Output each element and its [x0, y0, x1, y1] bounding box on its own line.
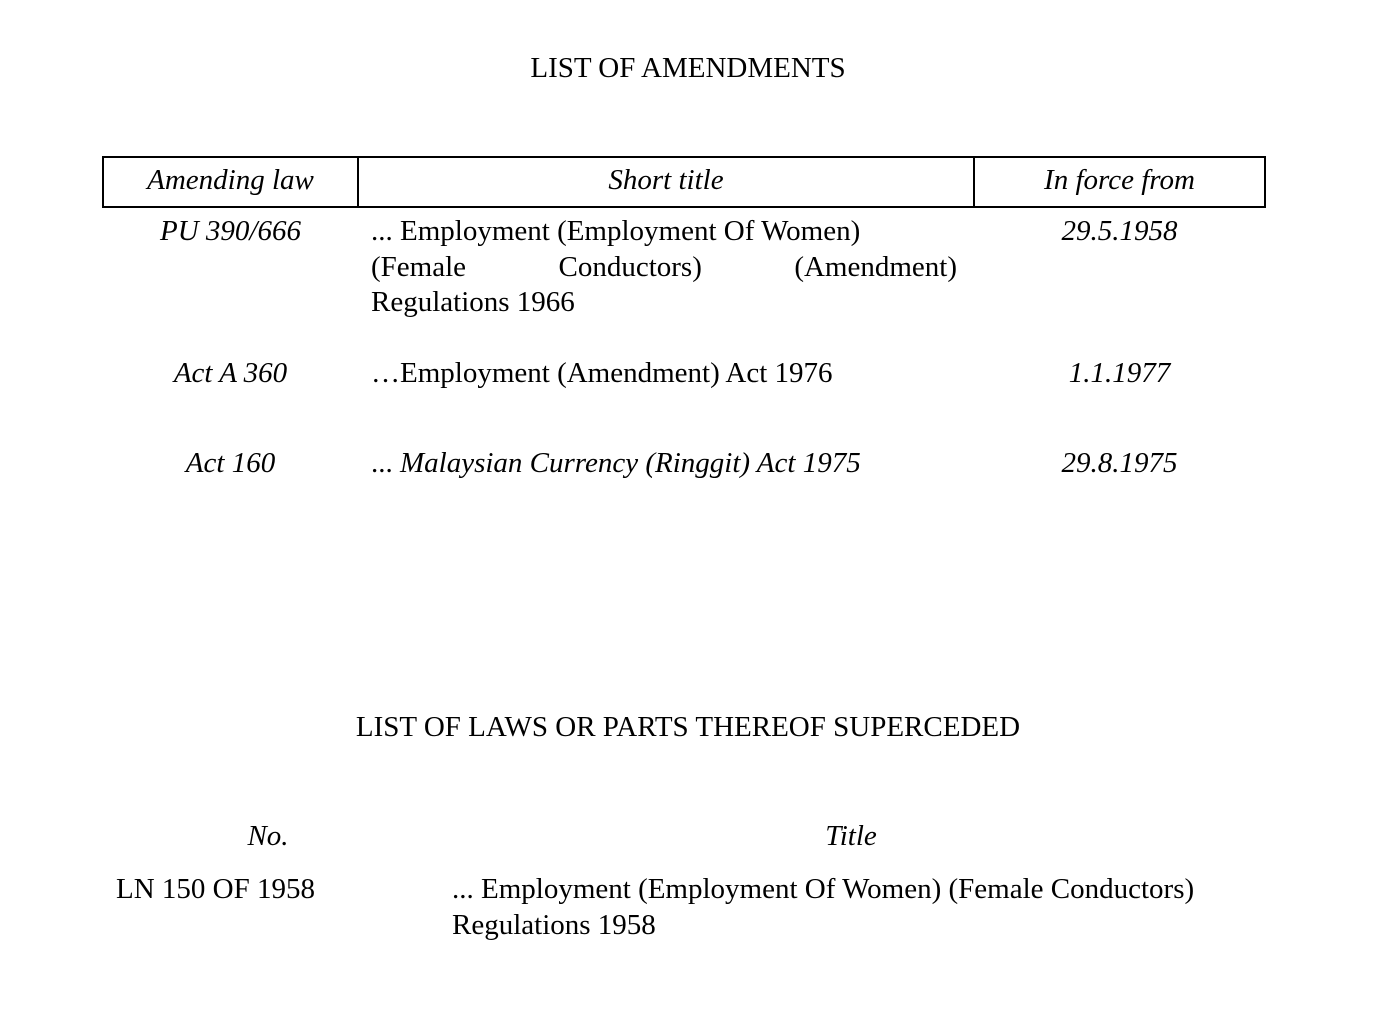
in-force-date-cell: 1.1.1977 [1068, 357, 1171, 389]
law-title-line: Regulations 1958 [452, 909, 656, 941]
amendments-heading: LIST OF AMENDMENTS [530, 52, 846, 84]
header-short-title: Short title [357, 156, 975, 208]
law-title-line [452, 871, 1194, 907]
short-title-line: Regulations 1966 [371, 286, 575, 318]
law-number-cell: LN 150 OF 1958 [116, 873, 315, 905]
short-title-line [371, 249, 957, 285]
ellipsis: ... [371, 447, 393, 479]
short-title-text: Malaysian Currency (Ringgit) Act 1975 [400, 447, 861, 479]
header-in-force-from: In force from [973, 156, 1266, 208]
short-title-text: Employment (Employment Of Women) [400, 215, 861, 247]
header-amending-law: Amending law [102, 156, 359, 208]
short-title-line [371, 355, 833, 391]
law-title-text: Employment (Employment Of Women) (Female Conductors) [481, 873, 1195, 905]
amending-law-cell: Act 160 [185, 447, 276, 479]
ellipsis: ... [452, 873, 474, 905]
short-title-text: Employment (Amendment) Act 1976 [400, 357, 833, 389]
short-title-line [371, 445, 861, 481]
header-title: Title [825, 820, 877, 852]
short-title-word: (Amendment) [794, 251, 957, 283]
short-title-word: Conductors) [558, 251, 702, 283]
short-title-word: (Female [371, 251, 467, 283]
amending-law-cell: Act A 360 [173, 357, 288, 389]
ellipsis: … [371, 357, 400, 389]
amending-law-cell: PU 390/666 [160, 215, 301, 247]
in-force-date-cell: 29.5.1958 [1061, 215, 1178, 247]
superceded-heading: LIST OF LAWS OR PARTS THEREOF SUPERCEDED [355, 711, 1021, 743]
short-title-line [371, 213, 860, 249]
in-force-date-cell: 29.8.1975 [1061, 447, 1178, 479]
header-no: No. [247, 820, 289, 852]
ellipsis: ... [371, 215, 393, 247]
